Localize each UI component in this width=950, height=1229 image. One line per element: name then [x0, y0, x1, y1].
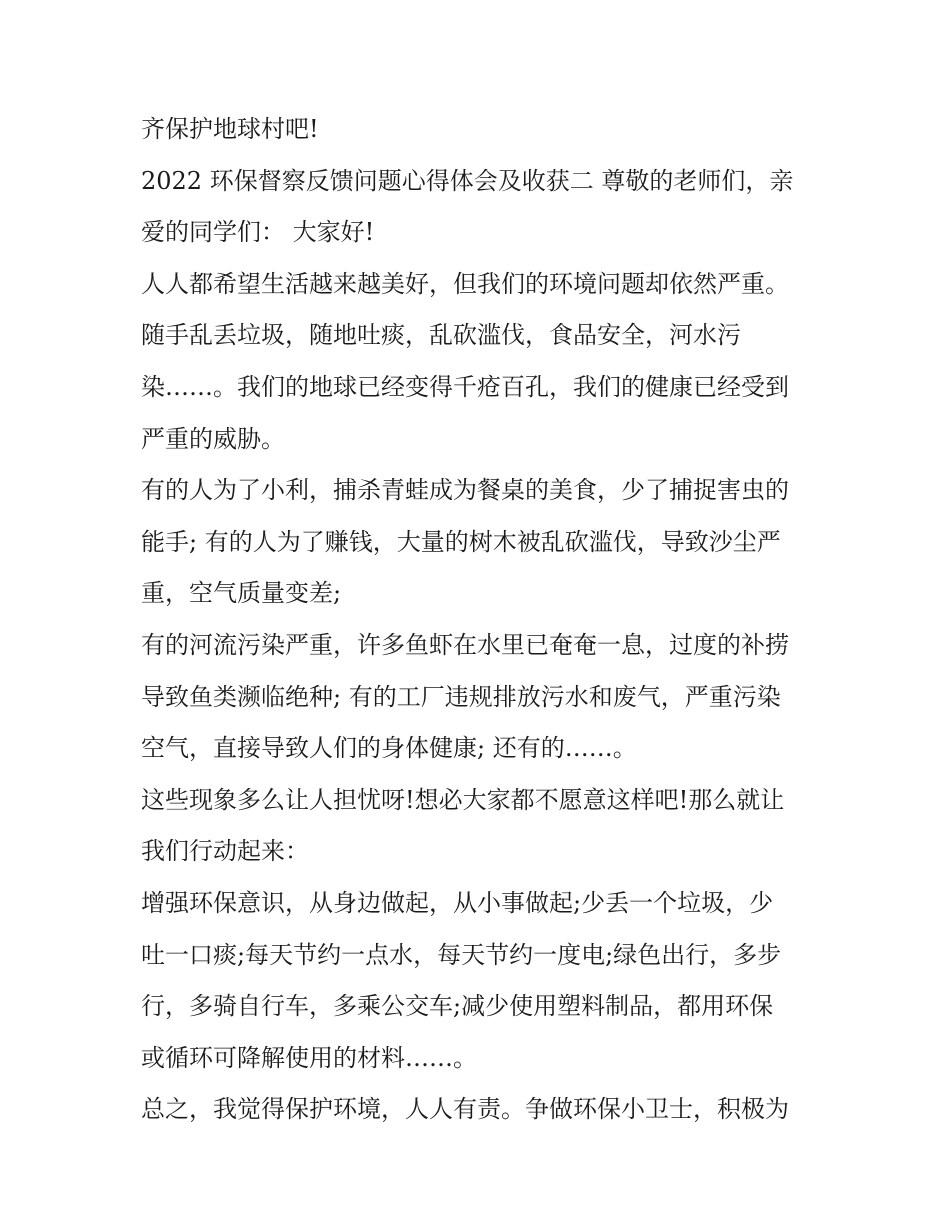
text-line: 我们行动起来：	[141, 837, 309, 866]
text-line: 严重的威胁。	[141, 424, 285, 453]
text-line: 总之，我觉得保护环境，人人有责。争做环保小卫士，积极为	[141, 1095, 789, 1124]
text-line: 有的人为了小利，捕杀青蛙成为餐桌的美食，少了捕捉害虫的	[141, 476, 789, 505]
text-line: 2022 环保督察反馈问题心得体会及收获二 尊敬的老师们，亲	[141, 166, 794, 195]
document-body	[141, 104, 831, 1136]
text-line: 随手乱丢垃圾，随地吐痰，乱砍滥伐，食品安全，河水污	[141, 321, 741, 350]
text-line: 空气，直接导致人们的身体健康; 还有的……。	[141, 734, 637, 763]
text-line: 吐一口痰;每天节约一点水，每天节约一度电;绿色出行，多步	[141, 940, 782, 969]
text-line: 有的河流污染严重，许多鱼虾在水里已奄奄一息，过度的补捞	[141, 630, 789, 659]
text-line: 染……。我们的地球已经变得千疮百孔，我们的健康已经受到	[141, 372, 789, 401]
text-line: 重，空气质量变差;	[141, 579, 342, 608]
text-line: 行，多骑自行车，多乘公交车;减少使用塑料制品，都用环保	[141, 992, 774, 1021]
text-line: 增强环保意识，从身边做起，从小事做起;少丢一个垃圾，少	[141, 888, 774, 917]
text-line: 这些现象多么让人担忧呀!想必大家都不愿意这样吧!那么就让	[141, 785, 785, 814]
text-line: 能手; 有的人为了赚钱，大量的树木被乱砍滥伐，导致沙尘严	[141, 527, 781, 556]
text-line: 导致鱼类濒临绝种; 有的工厂违规排放污水和废气，严重污染	[141, 682, 781, 711]
text-line: 人人都希望生活越来越美好，但我们的环境问题却依然严重。	[141, 269, 789, 298]
text-line: 或循环可降解使用的材料……。	[141, 1043, 477, 1072]
text-line: 齐保护地球村吧!	[141, 115, 319, 143]
text-line: 爱的同学们： 大家好!	[141, 218, 375, 247]
